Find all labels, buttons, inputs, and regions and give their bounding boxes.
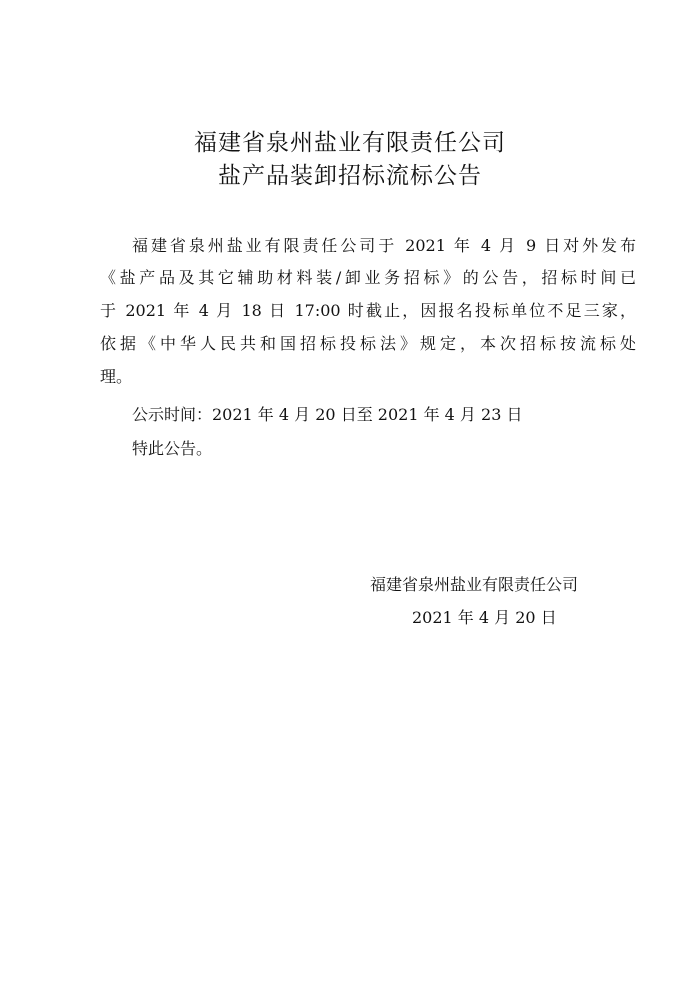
body-line-5: 理。 bbox=[100, 367, 133, 386]
closing-statement: 特此公告。 bbox=[132, 439, 213, 458]
signature-date: 2021 年 4 月 20 日 bbox=[412, 608, 557, 627]
publicity-period: 公示时间：2021 年 4 月 20 日至 2021 年 4 月 23 日 bbox=[132, 405, 523, 424]
signature-company: 福建省泉州盐业有限责任公司 bbox=[370, 575, 579, 594]
body-line-3: 于 2021 年 4 月 18 日 17:00 时截止，因报名投标单位不足三家， bbox=[100, 301, 636, 320]
body-line-4: 依据《中华人民共和国招标投标法》规定，本次招标按流标处 bbox=[100, 334, 636, 353]
body-line-1: 福建省泉州盐业有限责任公司于 2021 年 4 月 9 日对外发布 bbox=[132, 236, 636, 255]
document-title-company: 福建省泉州盐业有限责任公司 bbox=[194, 130, 506, 156]
body-line-2: 《盐产品及其它辅助材料装/卸业务招标》的公告，招标时间已 bbox=[100, 268, 636, 287]
document-title-subject: 盐产品装卸招标流标公告 bbox=[218, 163, 482, 189]
